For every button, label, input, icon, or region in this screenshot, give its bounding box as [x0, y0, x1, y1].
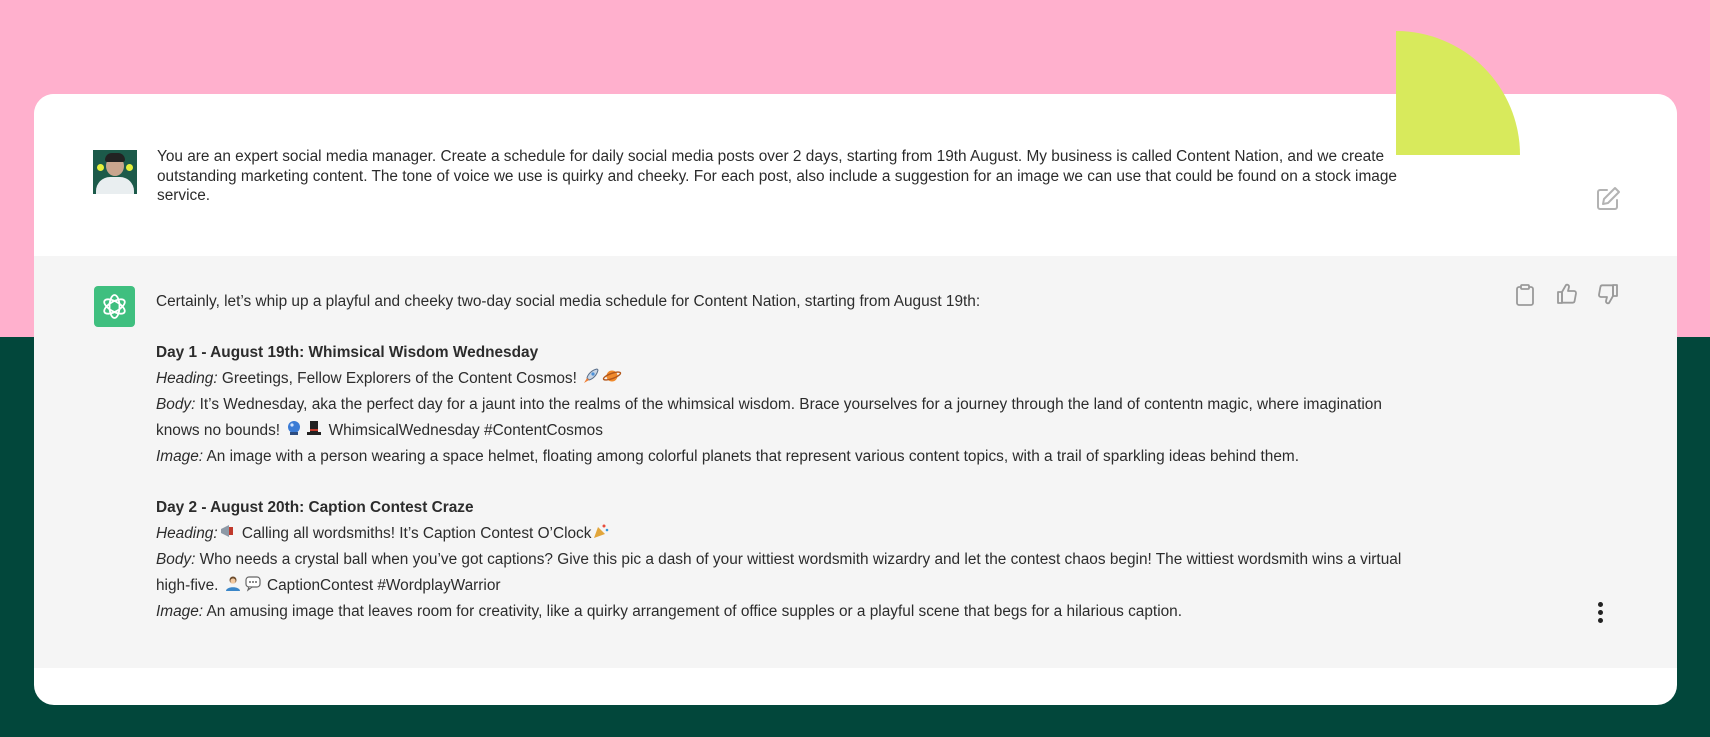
day-2-image: Image: An amusing image that leaves room for creativity, like a quirky arrangement of office supples or a playful scene that begs for a hilarious caption.	[156, 603, 1183, 620]
assistant-message	[34, 256, 1677, 668]
user-message-text: You are an expert social media manager. Create a schedule for daily social media posts over 2 days, starting from 19th August. My business is called Content Nation, and we create outstanding marketing content. The tone of voice we use is quirky and cheeky. For each post, also include a suggestion for an image we can use that could be found on a stock image service.	[157, 148, 1397, 204]
assistant-message-text	[156, 289, 1406, 625]
day-2-title: Day 2 - August 20th: Caption Contest Craze	[156, 499, 474, 516]
megaphone-icon	[219, 522, 237, 540]
assistant-intro: Certainly, let’s whip up a playful and cheeky two-day social media schedule for Content Nation, starting from August 19th:	[156, 293, 981, 310]
day-2-heading: Heading: Calling all wordsmiths! It’s Caption Contest O’Clock	[156, 521, 1406, 547]
chatgpt-logo-icon	[94, 286, 135, 327]
edit-icon[interactable]	[1593, 184, 1623, 214]
thumbs-down-icon[interactable]	[1596, 282, 1620, 306]
day-1-image: Image: An image with a person wearing a space helmet, floating among colorful planets that represent various content topics, with a trail of sparkling ideas behind them.	[156, 448, 1299, 465]
planet-icon	[602, 367, 622, 385]
speech-bubble-icon	[244, 574, 262, 592]
person-icon	[224, 574, 242, 592]
more-vertical-icon[interactable]	[1597, 602, 1603, 628]
day-1-title: Day 1 - August 19th: Whimsical Wisdom Wednesday	[156, 344, 539, 361]
clipboard-icon[interactable]	[1514, 283, 1536, 307]
party-popper-icon	[592, 522, 610, 540]
day-2-body: Body: Who needs a crystal ball when you’ve got captions? Give this pic a dash of your wittiest wordsmith wizardry and let the contest chaos begin! The wittiest wordsmith wins a virtual high-five. CaptionContest #WordplayWarrior	[156, 551, 1402, 594]
top-hat-icon	[305, 419, 323, 437]
chat-card	[34, 94, 1677, 705]
crystal-ball-icon	[285, 419, 303, 437]
rocket-icon	[582, 367, 600, 385]
user-avatar	[93, 150, 137, 194]
day-1-heading: Heading: Greetings, Fellow Explorers of the Content Cosmos!	[156, 366, 1406, 392]
thumbs-up-icon[interactable]	[1555, 282, 1579, 306]
day-1-body: Body: It’s Wednesday, aka the perfect day for a jaunt into the realms of the whimsical wisdom. Brace yourselves for a journey through the land of contentn magic, where imagination knows no bounds! WhimsicalWednesday #ContentCosmos	[156, 396, 1382, 439]
